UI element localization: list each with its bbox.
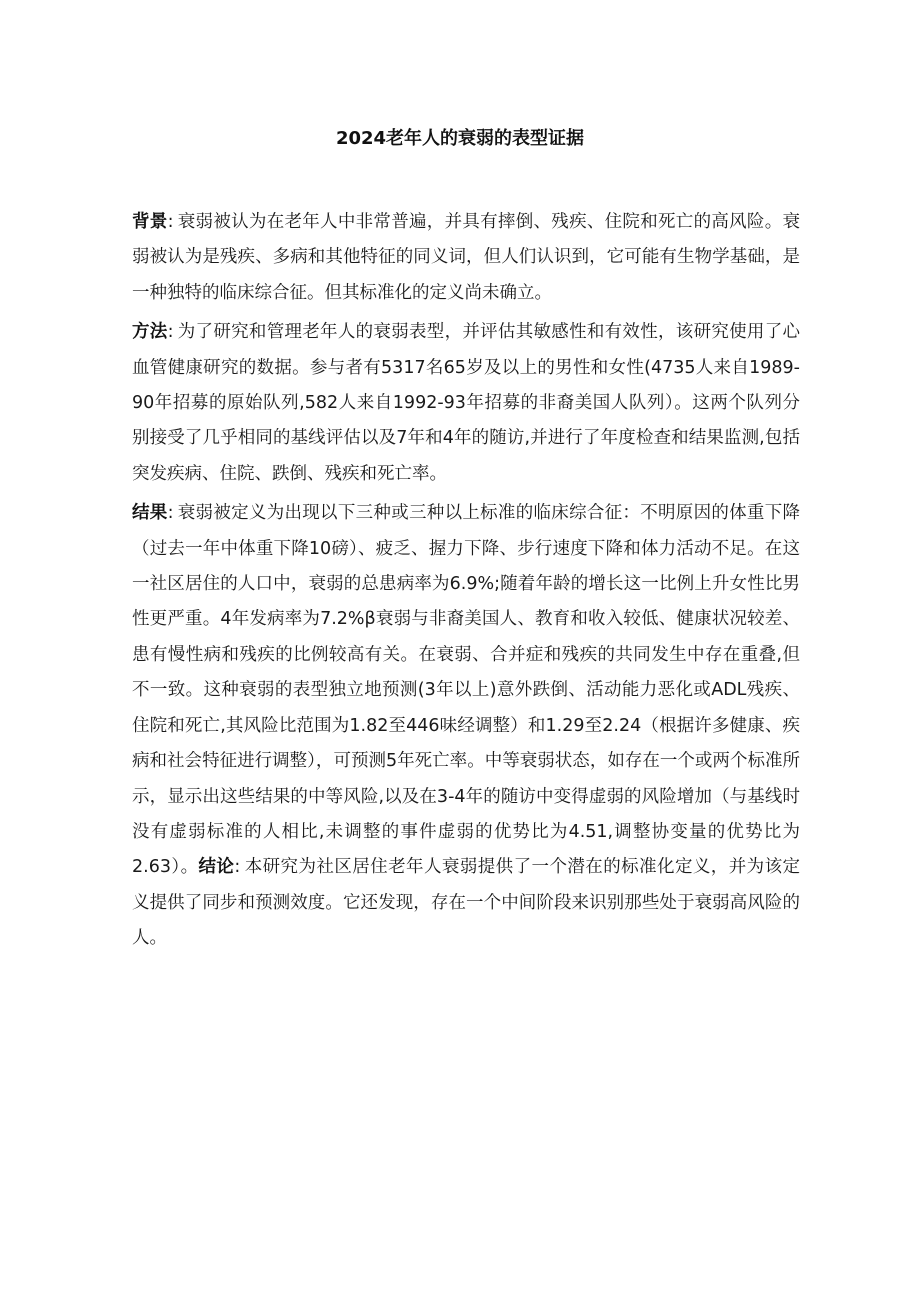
background-label: 背景 — [132, 212, 168, 232]
background-text: 衰弱被认为在老年人中非常普遍，并具有摔倒、残疾、住院和死亡的高风险。衰弱被认为是残疾、多病和其他特征的同义词，但人们认识到，它可能有生物学基础，是一种独特的临床综合征。但其标准化的定义尚未确立。 — [132, 212, 801, 303]
conclusion-separator: : — [234, 857, 241, 878]
methods-separator: : — [167, 322, 174, 343]
methods-paragraph — [132, 315, 800, 492]
results-separator: : — [167, 503, 174, 524]
results-text: 衰弱被定义为出现以下三种或三种以上标准的临床综合征：不明原因的体重下降（过去一年中体重下降10磅）、疲乏、握力下降、步行速度下降和体力活动不足。在这一社区居住的人口中，衰弱的总患病率为6.9%;随着年龄的增长这一比例上升女性比男性更严重。4年发病率为7.2%β衰弱与非裔美国人、教育和收入较低、健康状况较差、患有慢性病和残疾的比例较高有关。在衰弱、合并症和残疾的共同发生中存在重叠,但不一致。这种衰弱的表型独立地预测(3年以上)意外跌倒、活动能力恶化或ADL残疾、住院和死亡,其风险比范围为1.82至446味经调整）和1.29至2.24（根据许多健康、疾病和社会特征进行调整），可预测5年死亡率。中等衰弱状态，如存在一个或两个标准所示，显示出这些结果的中等风险,以及在3-4年的随访中变得虚弱的风险增加（与基线时没有虚弱标准的人相比,未调整的事件虚弱的优势比为4.51,调整协变量的优势比为2.63）。 — [132, 503, 801, 878]
methods-label: 方法 — [132, 322, 168, 343]
background-separator: : — [167, 212, 174, 232]
methods-text: 为了研究和管理老年人的衰弱表型，并评估其敏感性和有效性，该研究使用了心血管健康研究的数据。参与者有5317名65岁及以上的男性和女性(4735人来自1989-90年招募的原始队列,582人来自1992-93年招募的非裔美国人队列）。这两个队列分别接受了几乎相同的基线评估以及7年和4年的随访,并进行了年度检查和结果监测,包括突发疾病、住院、跌倒、残疾和死亡率。 — [132, 322, 801, 484]
results-label: 结果 — [132, 503, 168, 524]
conclusion-text: 本研究为社区居住老年人衰弱提供了一个潜在的标准化定义，并为该定义提供了同步和预测效度。它还发现，存在一个中间阶段来识别那些处于衰弱高风险的人。 — [132, 857, 801, 949]
conclusion-label: 结论 — [198, 857, 235, 878]
document-title: 2024老年人的衰弱的表型证据 — [335, 128, 585, 149]
document-body — [132, 205, 800, 961]
background-paragraph — [132, 205, 800, 311]
results-paragraph — [132, 496, 800, 956]
